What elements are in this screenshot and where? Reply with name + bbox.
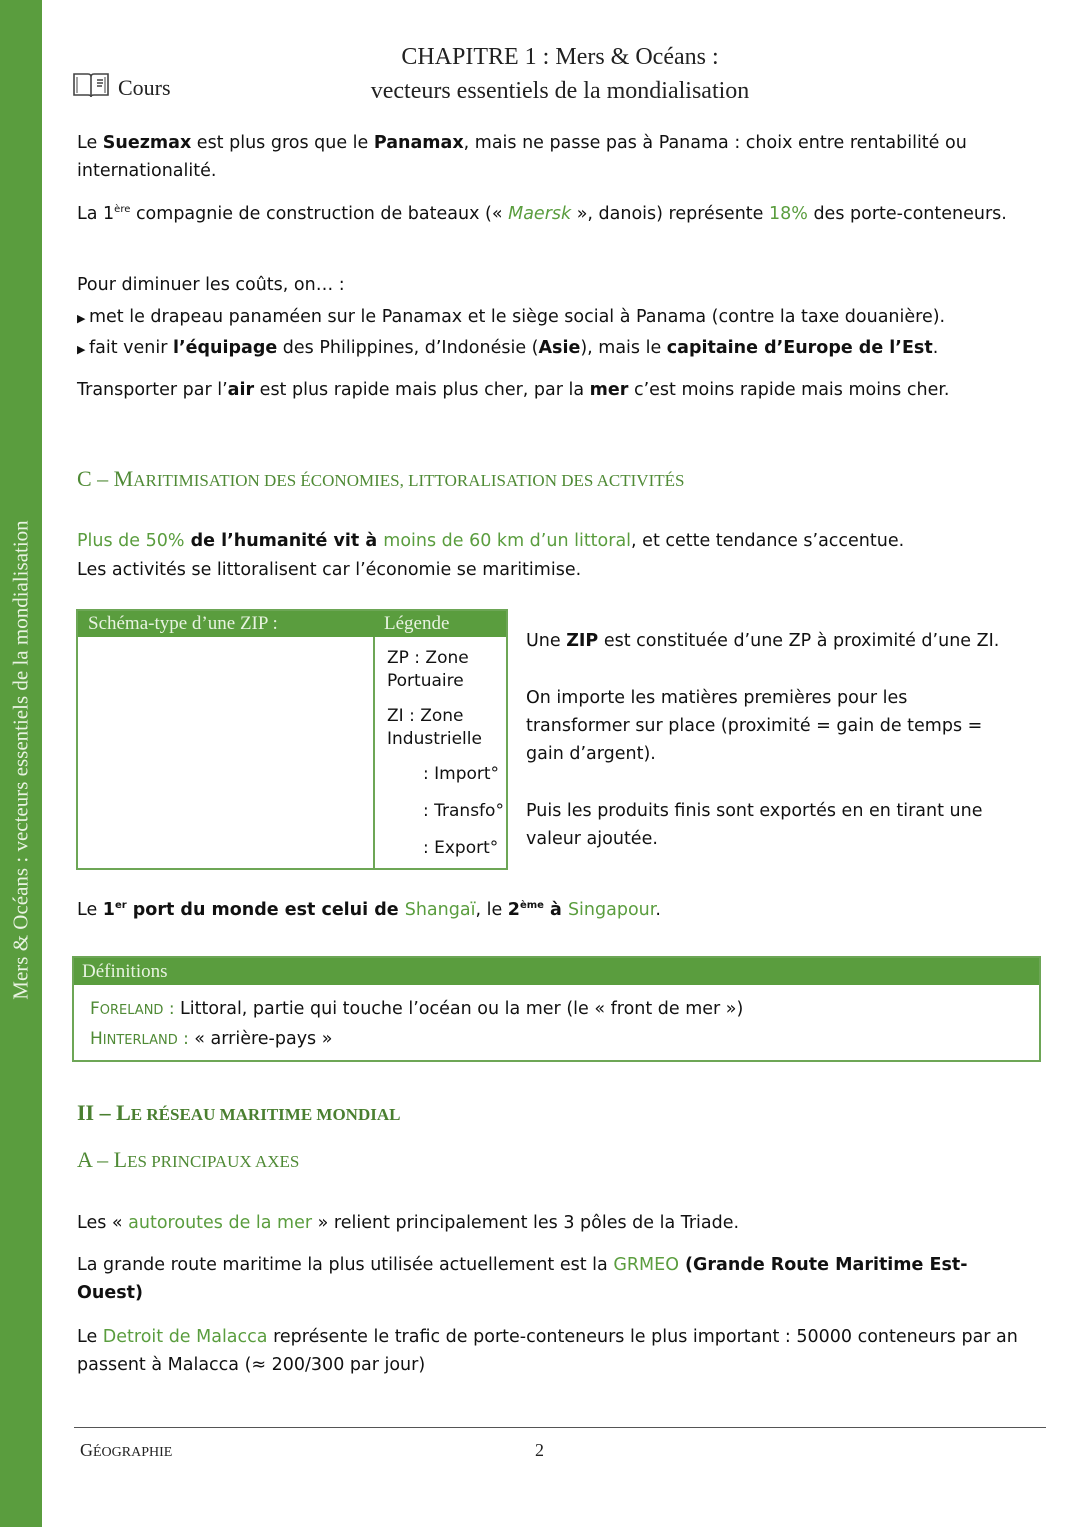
section-heading-a: A – LES PRINCIPAUX AXES [77,1147,300,1172]
cours-label: Cours [118,75,171,100]
paragraph-costs-intro: Pour diminuer les coûts, on… : [77,275,345,295]
legend-list [375,637,504,868]
legend-item-transfo: : Transfo° [423,801,504,821]
bullet-item: ▶ met le drapeau panaméen sur le Panamax et le siège social à Panama (contre la taxe douanière). [77,307,946,327]
zip-export-text: Puis les produits finis sont exportés en en tirant une valeur ajoutée. [526,801,983,849]
section-heading-ii: II – LE RÉSEAU MARITIME MONDIAL [77,1100,401,1125]
definitions-box [72,956,1041,1062]
legend-item-export: : Export° [423,838,499,858]
zip-import-text: On importe les matières premières pour les transformer sur place (proximité = gain de temps = gain d’argent). [526,688,983,764]
zip-schema-header: Schéma-type d’une ZIP : [88,613,278,634]
legend-header: Légende [384,613,450,634]
page-number: 2 [535,1440,544,1460]
paragraph-ports: Le 1er port du monde est celui de Shangaï, le 2ème à Singapour. [77,900,661,920]
sidebar-band [0,0,42,1527]
zip-schema-table [76,609,508,870]
footer-divider [74,1427,1046,1428]
legend-item-import: : Import° [423,764,500,784]
paragraph-autoroutes: Les « autoroutes de la mer » relient principalement les 3 pôles de la Triade. [77,1213,740,1233]
legend-item-zi: ZI : Zone Industrielle [387,706,482,749]
paragraph-maersk: La 1ère compagnie de construction de bateaux (« Maersk », danois) représente 18% des porte-conteneurs. [77,204,1007,224]
bullet-triangle-icon: ▶ [77,343,89,356]
definitions-header: Définitions [74,958,1039,985]
zip-definition: Une ZIP est constituée d’une ZP à proximité d’une ZI. [526,631,1000,651]
legend-item-zp: ZP : Zone Portuaire [387,648,469,691]
paragraph-maritimise: Les activités se littoralisent car l’économie se maritimise. [77,560,582,580]
paragraph-transport: Transporter par l’air est plus rapide mais plus cher, par la mer c’est moins rapide mais moins cher. [77,380,950,400]
open-book-icon [72,70,110,106]
definition-foreland: FORELAND : Littoral, partie qui touche l’océan ou la mer (le « front de mer ») [90,999,744,1019]
bullet-item: ▶ fait venir l’équipage des Philippines, d’Indonésie (Asie), mais le capitaine d’Europe de l’Est. [77,338,939,358]
cours-badge [72,70,171,106]
footer-subject: GÉOGRAPHIE [80,1440,173,1460]
paragraph-littoral: Plus de 50% de l’humanité vit à moins de 60 km d’un littoral, et cette tendance s’accentue. [77,531,905,551]
section-heading-c: C – MARITIMISATION DES ÉCONOMIES, LITTORALISATION DES ACTIVITÉS [77,466,685,491]
page-title [300,40,820,108]
paragraph-grmeo: La grande route maritime la plus utilisée actuellement est la GRMEO (Grande Route Maritime Est-Ouest) [77,1255,968,1303]
zip-schema-area [78,637,375,868]
title-line-2: vecteurs essentiels de la mondialisation [370,78,750,104]
definition-hinterland: HINTERLAND : « arrière-pays » [90,1029,333,1049]
bullet-triangle-icon: ▶ [77,312,89,325]
paragraph-malacca: Le Detroit de Malacca représente le trafic de porte-conteneurs le plus important : 50000 conteneurs par an passent à Malacca (≈ 200/300 par jour) [77,1327,1018,1375]
title-line-1: CHAPITRE 1 : Mers & Océans : [401,44,719,70]
sidebar-chapter-title: Mers & Océans : vecteurs essentiels de la mondialisation [8,520,33,1000]
paragraph-suezmax: Le Suezmax est plus gros que le Panamax, mais ne passe pas à Panama : choix entre rentabilité ou internationalité. [77,133,967,181]
